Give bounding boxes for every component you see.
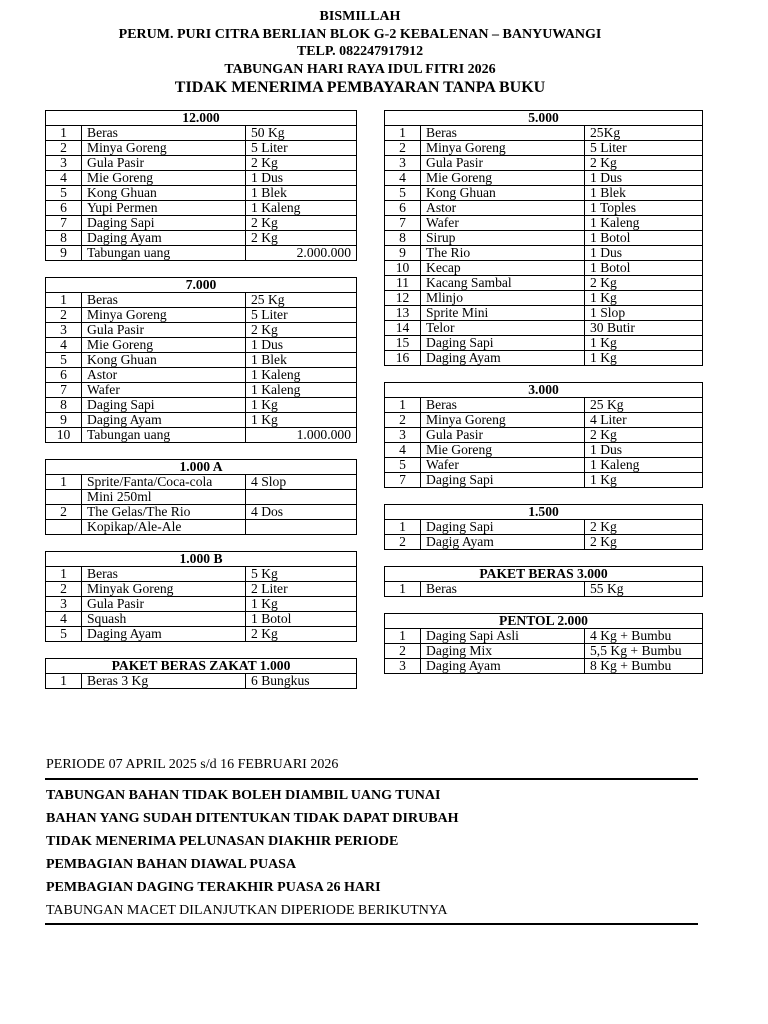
table-row xyxy=(385,276,703,291)
item-name: Daging Ayam xyxy=(421,351,585,366)
row-number: 5 xyxy=(385,186,421,201)
row-number: 1 xyxy=(46,674,82,689)
item-quantity: 5 Liter xyxy=(585,141,703,156)
row-number: 2 xyxy=(385,413,421,428)
table-row xyxy=(385,186,703,201)
row-number: 7 xyxy=(46,383,82,398)
row-number: 9 xyxy=(46,413,82,428)
item-quantity: 5 Kg xyxy=(246,567,357,582)
table-row xyxy=(385,659,703,674)
row-number: 4 xyxy=(46,338,82,353)
item-name: Minya Goreng xyxy=(82,308,246,323)
row-number: 1 xyxy=(385,398,421,413)
table-row xyxy=(46,398,357,413)
item-name: Daging Ayam xyxy=(82,627,246,642)
package-table-zakat xyxy=(45,658,357,689)
item-name: Daging Ayam xyxy=(421,659,585,674)
package-table-beras-3000 xyxy=(384,566,703,597)
row-number: 3 xyxy=(46,156,82,171)
item-name: Minya Goreng xyxy=(421,141,585,156)
table-row xyxy=(46,246,357,261)
table-row xyxy=(46,612,357,627)
table-spacer xyxy=(45,535,357,551)
item-quantity: 25Kg xyxy=(585,126,703,141)
item-name: Minyak Goreng xyxy=(82,582,246,597)
table-row xyxy=(46,231,357,246)
table-spacer xyxy=(45,443,357,459)
item-quantity: 1 Blek xyxy=(246,186,357,201)
row-number: 15 xyxy=(385,336,421,351)
row-number: 11 xyxy=(385,276,421,291)
item-quantity: 1 Kaleng xyxy=(246,383,357,398)
row-number: 8 xyxy=(46,398,82,413)
item-quantity: 1 Kg xyxy=(585,351,703,366)
rule-item: PEMBAGIAN BAHAN DIAWAL PUASA xyxy=(46,857,297,872)
table-row xyxy=(46,353,357,368)
table-spacer xyxy=(384,488,703,504)
table-row xyxy=(385,629,703,644)
item-quantity: 2 Kg xyxy=(246,216,357,231)
row-number: 2 xyxy=(385,535,421,550)
row-number: 9 xyxy=(46,246,82,261)
table-row xyxy=(385,443,703,458)
item-name: Kopikap/Ale-Ale xyxy=(82,520,246,535)
item-quantity: 1 Dus xyxy=(585,246,703,261)
row-number: 2 xyxy=(46,308,82,323)
table-spacer xyxy=(45,642,357,658)
row-number: 4 xyxy=(46,171,82,186)
table-row xyxy=(385,351,703,366)
table-spacer xyxy=(45,261,357,277)
rules-list xyxy=(46,787,459,925)
item-name: Daging Sapi xyxy=(82,216,246,231)
item-name: Beras xyxy=(421,398,585,413)
item-quantity: 30 Butir xyxy=(585,321,703,336)
table-row xyxy=(46,674,357,689)
header-payment-notice: TIDAK MENERIMA PEMBAYARAN TANPA BUKU xyxy=(174,79,546,96)
item-quantity: 1 Kaleng xyxy=(585,458,703,473)
row-number: 16 xyxy=(385,351,421,366)
row-number: 3 xyxy=(385,428,421,443)
table-row xyxy=(46,308,357,323)
item-name: Beras 3 Kg xyxy=(82,674,246,689)
table-title-row xyxy=(46,111,357,126)
table-row xyxy=(46,490,357,505)
row-number: 1 xyxy=(46,293,82,308)
table-title-row xyxy=(385,567,703,582)
item-name: Minya Goreng xyxy=(82,141,246,156)
item-quantity: 6 Bungkus xyxy=(246,674,357,689)
item-quantity: 1 Slop xyxy=(585,306,703,321)
item-name: Sirup xyxy=(421,231,585,246)
table-row xyxy=(385,644,703,659)
item-quantity: 4 Dos xyxy=(246,505,357,520)
header-phone: TELP. 082247917912 xyxy=(296,44,424,59)
item-name: Beras xyxy=(421,582,585,597)
package-table-1000a xyxy=(45,459,357,535)
table-row xyxy=(46,216,357,231)
table-title: 1.000 B xyxy=(46,552,357,567)
item-quantity: 8 Kg + Bumbu xyxy=(585,659,703,674)
item-name: Beras xyxy=(82,126,246,141)
row-number: 6 xyxy=(385,201,421,216)
item-name: Wafer xyxy=(421,216,585,231)
item-quantity: 25 Kg xyxy=(585,398,703,413)
package-table-5000 xyxy=(384,110,703,366)
item-name: Daging Mix xyxy=(421,644,585,659)
table-row xyxy=(46,323,357,338)
table-row xyxy=(385,291,703,306)
table-row xyxy=(385,321,703,336)
item-quantity: 1 Botol xyxy=(585,261,703,276)
item-quantity: 4 Liter xyxy=(585,413,703,428)
item-name: Squash xyxy=(82,612,246,627)
row-number: 6 xyxy=(46,201,82,216)
table-row xyxy=(385,171,703,186)
item-name: Kong Ghuan xyxy=(421,186,585,201)
row-number: 8 xyxy=(46,231,82,246)
table-row xyxy=(46,428,357,443)
item-quantity: 1 Dus xyxy=(246,338,357,353)
item-name: Kong Ghuan xyxy=(82,353,246,368)
header-program-title: TABUNGAN HARI RAYA IDUL FITRI 2026 xyxy=(224,61,496,77)
item-quantity: 2.000.000 xyxy=(246,246,357,261)
row-number: 4 xyxy=(385,171,421,186)
item-name: Kecap xyxy=(421,261,585,276)
package-table-12000 xyxy=(45,110,357,261)
item-quantity: 4 Kg + Bumbu xyxy=(585,629,703,644)
table-row xyxy=(46,293,357,308)
table-row xyxy=(385,336,703,351)
item-quantity: 2 Kg xyxy=(585,276,703,291)
item-name: Dagig Ayam xyxy=(421,535,585,550)
item-quantity: 2 Kg xyxy=(246,627,357,642)
item-name: Daging Ayam xyxy=(82,413,246,428)
item-name: Mie Goreng xyxy=(421,443,585,458)
row-number xyxy=(46,490,82,505)
document-header xyxy=(0,8,720,98)
table-row xyxy=(385,246,703,261)
table-title-row xyxy=(46,552,357,567)
table-row xyxy=(46,201,357,216)
table-title-row xyxy=(46,659,357,674)
item-quantity: 1 Kg xyxy=(585,291,703,306)
table-row xyxy=(385,231,703,246)
table-title: 1.000 A xyxy=(46,460,357,475)
table-row xyxy=(46,567,357,582)
row-number: 5 xyxy=(46,627,82,642)
table-row xyxy=(385,141,703,156)
item-quantity: 1 Dus xyxy=(246,171,357,186)
row-number: 1 xyxy=(385,520,421,535)
table-row xyxy=(385,126,703,141)
table-row xyxy=(46,368,357,383)
table-spacer xyxy=(384,366,703,382)
table-spacer xyxy=(384,597,703,613)
item-quantity: 1 Kg xyxy=(246,597,357,612)
item-quantity: 50 Kg xyxy=(246,126,357,141)
item-name: Beras xyxy=(82,293,246,308)
row-number: 13 xyxy=(385,306,421,321)
item-name: Mie Goreng xyxy=(82,338,246,353)
item-name: The Gelas/The Rio xyxy=(82,505,246,520)
table-title-row xyxy=(385,505,703,520)
row-number: 5 xyxy=(46,353,82,368)
item-quantity: 1 Kg xyxy=(585,473,703,488)
item-name: Beras xyxy=(421,126,585,141)
item-name: Kacang Sambal xyxy=(421,276,585,291)
item-name: Daging Sapi xyxy=(421,473,585,488)
table-title: PAKET BERAS 3.000 xyxy=(385,567,703,582)
item-name: Gula Pasir xyxy=(82,323,246,338)
item-name: Gula Pasir xyxy=(421,428,585,443)
package-table-1000b xyxy=(45,551,357,642)
table-title-row xyxy=(46,278,357,293)
row-number: 1 xyxy=(46,475,82,490)
table-row xyxy=(385,398,703,413)
row-number: 10 xyxy=(46,428,82,443)
item-quantity xyxy=(246,520,357,535)
item-name: Mie Goreng xyxy=(421,171,585,186)
table-row xyxy=(46,582,357,597)
item-name: Daging Sapi xyxy=(421,336,585,351)
item-name: Astor xyxy=(82,368,246,383)
table-title: 7.000 xyxy=(46,278,357,293)
item-name: Telor xyxy=(421,321,585,336)
row-number: 1 xyxy=(385,629,421,644)
table-row xyxy=(46,597,357,612)
table-row xyxy=(385,458,703,473)
item-quantity: 5 Liter xyxy=(246,308,357,323)
table-row xyxy=(385,582,703,597)
row-number: 5 xyxy=(46,186,82,201)
item-quantity: 1 Kg xyxy=(246,398,357,413)
rule-item: BAHAN YANG SUDAH DITENTUKAN TIDAK DAPAT DIRUBAH xyxy=(46,811,459,826)
item-name: Wafer xyxy=(421,458,585,473)
item-quantity: 5,5 Kg + Bumbu xyxy=(585,644,703,659)
table-spacer xyxy=(384,550,703,566)
row-number: 3 xyxy=(46,597,82,612)
item-name: Tabungan uang xyxy=(82,428,246,443)
item-quantity: 2 Kg xyxy=(246,156,357,171)
divider-top xyxy=(45,778,698,780)
row-number: 1 xyxy=(46,126,82,141)
item-name: Daging Sapi xyxy=(421,520,585,535)
item-name: Mini 250ml xyxy=(82,490,246,505)
table-title: PENTOL 2.000 xyxy=(385,614,703,629)
table-title: PAKET BERAS ZAKAT 1.000 xyxy=(46,659,357,674)
item-name: Minya Goreng xyxy=(421,413,585,428)
item-quantity: 1 Blek xyxy=(585,186,703,201)
table-title-row xyxy=(46,460,357,475)
table-row xyxy=(46,627,357,642)
row-number: 3 xyxy=(46,323,82,338)
item-quantity: 1 Kaleng xyxy=(246,201,357,216)
table-row xyxy=(46,156,357,171)
row-number: 2 xyxy=(46,505,82,520)
table-row xyxy=(46,475,357,490)
row-number: 1 xyxy=(385,126,421,141)
item-quantity: 1 Botol xyxy=(585,231,703,246)
item-name: Sprite/Fanta/Coca-cola xyxy=(82,475,246,490)
item-quantity: 2 Kg xyxy=(246,231,357,246)
item-quantity: 2 Kg xyxy=(585,535,703,550)
item-quantity: 1 Botol xyxy=(246,612,357,627)
item-quantity xyxy=(246,490,357,505)
package-table-7000 xyxy=(45,277,357,443)
table-row xyxy=(385,201,703,216)
item-quantity: 2 Kg xyxy=(585,156,703,171)
header-address: PERUM. PURI CITRA BERLIAN BLOK G-2 KEBALENAN – BANYUWANGI xyxy=(118,26,602,42)
item-name: Astor xyxy=(421,201,585,216)
package-table-pentol xyxy=(384,613,703,674)
item-name: Yupi Permen xyxy=(82,201,246,216)
item-quantity: 1 Dus xyxy=(585,171,703,186)
package-table-1500 xyxy=(384,504,703,550)
item-quantity: 1 Kg xyxy=(246,413,357,428)
item-quantity: 1 Kaleng xyxy=(246,368,357,383)
item-quantity: 1 Kg xyxy=(585,336,703,351)
table-title: 1.500 xyxy=(385,505,703,520)
package-table-3000 xyxy=(384,382,703,488)
table-row xyxy=(385,413,703,428)
right-column xyxy=(384,110,703,674)
item-name: Mlinjo xyxy=(421,291,585,306)
item-name: Daging Sapi Asli xyxy=(421,629,585,644)
row-number: 2 xyxy=(46,582,82,597)
row-number: 2 xyxy=(46,141,82,156)
item-name: Tabungan uang xyxy=(82,246,246,261)
table-title-row xyxy=(385,383,703,398)
item-name: Gula Pasir xyxy=(421,156,585,171)
row-number: 14 xyxy=(385,321,421,336)
item-name: Gula Pasir xyxy=(82,156,246,171)
table-row xyxy=(385,535,703,550)
row-number: 9 xyxy=(385,246,421,261)
item-quantity: 1 Kaleng xyxy=(585,216,703,231)
item-quantity: 2 Kg xyxy=(585,428,703,443)
table-row xyxy=(46,413,357,428)
item-quantity: 5 Liter xyxy=(246,141,357,156)
table-row xyxy=(385,216,703,231)
table-row xyxy=(385,520,703,535)
header-bismillah: BISMILLAH xyxy=(319,9,401,24)
item-name: Gula Pasir xyxy=(82,597,246,612)
row-number: 6 xyxy=(46,368,82,383)
row-number: 10 xyxy=(385,261,421,276)
item-name: Beras xyxy=(82,567,246,582)
table-row xyxy=(46,338,357,353)
item-name: Sprite Mini xyxy=(421,306,585,321)
item-quantity: 1 Blek xyxy=(246,353,357,368)
table-row xyxy=(46,505,357,520)
row-number: 2 xyxy=(385,141,421,156)
period-text: PERIODE 07 APRIL 2025 s/d 16 FEBRUARI 2026 xyxy=(46,757,339,772)
item-quantity: 25 Kg xyxy=(246,293,357,308)
table-row xyxy=(385,306,703,321)
table-row xyxy=(385,156,703,171)
table-title-row xyxy=(385,614,703,629)
rule-item: TABUNGAN MACET DILANJUTKAN DIPERIODE BERIKUTNYA xyxy=(46,903,448,918)
table-title-row xyxy=(385,111,703,126)
item-name: Daging Ayam xyxy=(82,231,246,246)
table-row xyxy=(46,126,357,141)
table-row xyxy=(385,428,703,443)
table-row xyxy=(46,186,357,201)
item-quantity: 1 Toples xyxy=(585,201,703,216)
row-number: 7 xyxy=(385,473,421,488)
table-row xyxy=(46,171,357,186)
row-number: 3 xyxy=(385,659,421,674)
table-row xyxy=(385,261,703,276)
row-number: 8 xyxy=(385,231,421,246)
table-row xyxy=(46,141,357,156)
rule-item: PEMBAGIAN DAGING TERAKHIR PUASA 26 HARI xyxy=(46,880,381,895)
row-number: 12 xyxy=(385,291,421,306)
item-quantity: 2 Kg xyxy=(585,520,703,535)
item-name: Daging Sapi xyxy=(82,398,246,413)
item-name: Wafer xyxy=(82,383,246,398)
left-column xyxy=(45,110,357,689)
divider-bottom xyxy=(45,923,698,925)
item-quantity: 1.000.000 xyxy=(246,428,357,443)
item-quantity: 1 Dus xyxy=(585,443,703,458)
row-number: 2 xyxy=(385,644,421,659)
item-name: Kong Ghuan xyxy=(82,186,246,201)
item-quantity: 2 Liter xyxy=(246,582,357,597)
row-number xyxy=(46,520,82,535)
item-name: The Rio xyxy=(421,246,585,261)
row-number: 1 xyxy=(46,567,82,582)
table-row xyxy=(385,473,703,488)
table-title: 5.000 xyxy=(385,111,703,126)
rule-item: TIDAK MENERIMA PELUNASAN DIAKHIR PERIODE xyxy=(46,834,399,849)
rule-item: TABUNGAN BAHAN TIDAK BOLEH DIAMBIL UANG TUNAI xyxy=(46,788,441,803)
item-quantity: 4 Slop xyxy=(246,475,357,490)
row-number: 1 xyxy=(385,582,421,597)
table-row xyxy=(46,383,357,398)
row-number: 7 xyxy=(46,216,82,231)
item-quantity: 55 Kg xyxy=(585,582,703,597)
row-number: 5 xyxy=(385,458,421,473)
item-name: Mie Goreng xyxy=(82,171,246,186)
table-row xyxy=(46,520,357,535)
table-title: 3.000 xyxy=(385,383,703,398)
item-quantity: 2 Kg xyxy=(246,323,357,338)
row-number: 4 xyxy=(46,612,82,627)
table-title: 12.000 xyxy=(46,111,357,126)
row-number: 7 xyxy=(385,216,421,231)
row-number: 3 xyxy=(385,156,421,171)
row-number: 4 xyxy=(385,443,421,458)
